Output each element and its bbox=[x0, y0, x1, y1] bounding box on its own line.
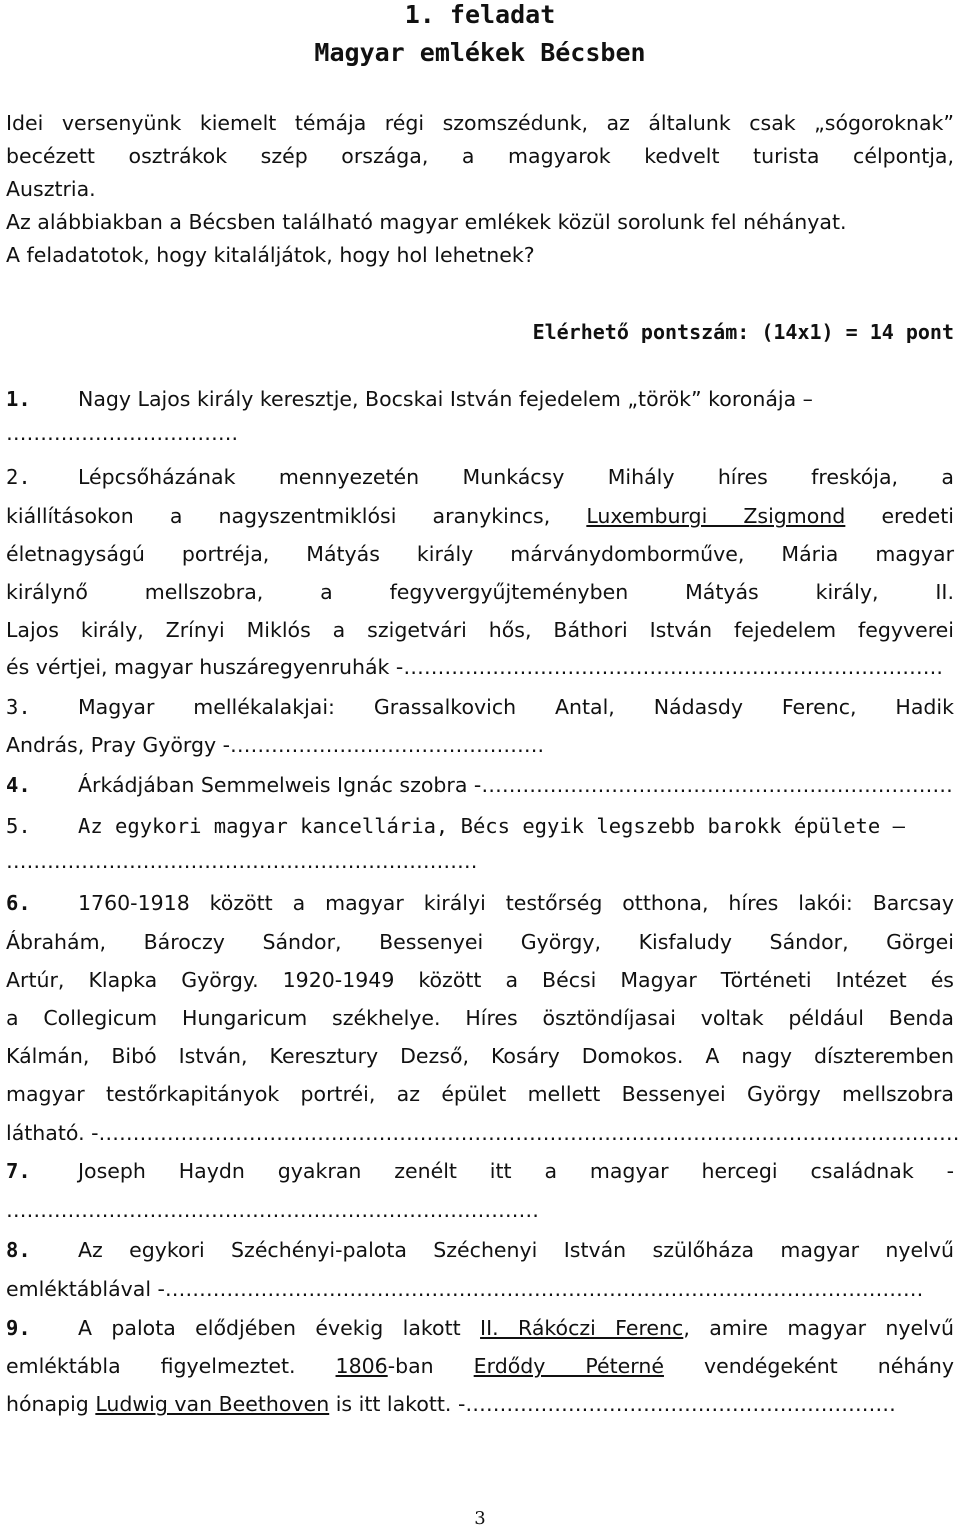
list-item bbox=[6, 813, 954, 839]
underlined-name: Ludwig van Beethoven bbox=[95, 1392, 330, 1416]
item-text-line: emléktáblával -………………………………………………………………………………………………… bbox=[6, 1277, 924, 1301]
item-number: 5. bbox=[6, 814, 31, 838]
intro-paragraph-line: Ausztria. bbox=[6, 177, 96, 201]
item-text-line: életnagyságú portréja, Mátyás király márványdomborműve, Mária magyar bbox=[6, 542, 954, 566]
item-text-line: Lajos király, Zrínyi Miklós a szigetvári hős, Báthori István fejedelem fegyverei bbox=[6, 618, 954, 642]
item-text-line bbox=[6, 1353, 954, 1379]
list-item bbox=[6, 1158, 954, 1184]
item-text-line: és vértjei, magyar huszáregyenruhák -……………………………………………………………………. bbox=[6, 655, 943, 679]
item-text: Lépcsőházának mennyezetén Munkácsy Mihály híres freskója, a bbox=[78, 465, 954, 489]
item-number: 4. bbox=[6, 773, 31, 797]
list-item bbox=[6, 464, 954, 490]
underlined-name: Erdődy Péterné bbox=[473, 1354, 664, 1378]
item-text: -ban bbox=[387, 1354, 434, 1378]
answer-blank: …………………………………………………………………… bbox=[6, 1198, 539, 1222]
item-number: 6. bbox=[6, 891, 31, 915]
item-text: 1760-1918 között a magyar királyi testőrség otthona, híres lakói: Barcsay bbox=[78, 891, 954, 915]
available-points: Elérhető pontszám: (14x1) = 14 pont bbox=[532, 320, 954, 344]
item-text-line: magyar testőrkapitányok portréi, az épület mellett Bessenyei György mellszobra bbox=[6, 1082, 954, 1106]
item-text: is itt lakott. -……………………………………………………… bbox=[335, 1392, 896, 1416]
item-text-line bbox=[6, 1391, 954, 1417]
intro-paragraph-line: A feladatotok, hogy kitaláljátok, hogy hol lehetnek? bbox=[6, 243, 535, 267]
item-text-line bbox=[6, 503, 954, 529]
item-text: Árkádjában Semmelweis Ignác szobra -…………………………………………………………… bbox=[78, 773, 953, 797]
item-number: 7. bbox=[6, 1159, 31, 1183]
underlined-name: II. Rákóczi Ferenc bbox=[480, 1316, 684, 1340]
item-text: emléktábla figyelmeztet. bbox=[6, 1354, 296, 1378]
item-text: eredeti bbox=[881, 504, 954, 528]
intro-paragraph-line: Az alábbiakban a Bécsben található magyar emlékek közül sorolunk fel néhányat. bbox=[6, 210, 847, 234]
item-number: 1. bbox=[6, 387, 31, 411]
intro-paragraph-line: Idei versenyünk kiemelt témája régi szomszédunk, az általunk csak „sógoroknak” bbox=[6, 111, 954, 135]
item-text-line: Artúr, Klapka György. 1920-1949 között a Bécsi Magyar Történeti Intézet és bbox=[6, 968, 954, 992]
item-number: 9. bbox=[6, 1316, 31, 1340]
item-text: kiállításokon a nagyszentmiklósi aranykincs, bbox=[6, 504, 551, 528]
item-text: Az egykori magyar kancellária, Bécs egyik legszebb barokk épülete – bbox=[78, 814, 905, 838]
task-number-heading: 1. feladat bbox=[404, 0, 556, 29]
item-text-line: Kálmán, Bibó István, Keresztury Dezső, Kosáry Domokos. A nagy díszteremben bbox=[6, 1044, 954, 1068]
list-item bbox=[6, 772, 954, 798]
item-text: Magyar mellékalakjai: Grassalkovich Antal, Nádasdy Ferenc, Hadik bbox=[78, 695, 954, 719]
item-number: 3. bbox=[6, 695, 31, 719]
list-item bbox=[6, 386, 954, 412]
underlined-year: 1806 bbox=[335, 1354, 388, 1378]
item-text: vendégeként néhány bbox=[703, 1354, 954, 1378]
list-item bbox=[6, 1237, 954, 1263]
item-text-line: a Collegicum Hungaricum székhelye. Híres ösztöndíjasai voltak például Benda bbox=[6, 1006, 954, 1030]
page-title: Magyar emlékek Bécsben bbox=[314, 38, 646, 67]
list-item bbox=[6, 694, 954, 720]
item-text: Nagy Lajos király keresztje, Bocskai István fejedelem „török” koronája – bbox=[78, 387, 813, 411]
list-item bbox=[6, 890, 954, 916]
intro-paragraph-line: becézett osztrákok szép országa, a magyarok kedvelt turista célpontja, bbox=[6, 144, 954, 168]
underlined-name: Luxemburgi Zsigmond bbox=[586, 504, 846, 528]
item-text: , amire magyar nyelvű bbox=[683, 1316, 954, 1340]
answer-blank: ……………………………. bbox=[6, 421, 239, 445]
item-text: A palota elődjében évekig lakott bbox=[78, 1316, 461, 1340]
item-text-line: látható. -……………………………………………………………………………………………………………… bbox=[6, 1121, 960, 1145]
item-number: 2. bbox=[6, 465, 31, 489]
page-number: 3 bbox=[474, 1508, 486, 1529]
item-text: hónapig bbox=[6, 1392, 89, 1416]
item-text-line: királynő mellszobra, a fegyvergyűjteményben Mátyás király, II. bbox=[6, 580, 954, 604]
item-text: Az egykori Széchényi-palota Széchenyi István szülőháza magyar nyelvű bbox=[78, 1238, 954, 1262]
item-number: 8. bbox=[6, 1238, 31, 1262]
item-text-line: Ábrahám, Bároczy Sándor, Bessenyei György, Kisfaludy Sándor, Görgei bbox=[6, 930, 954, 954]
item-text-line: András, Pray György -………………………………………. bbox=[6, 733, 545, 757]
answer-blank: …………………………………………………………… bbox=[6, 849, 478, 873]
list-item bbox=[6, 1315, 954, 1341]
item-text: Joseph Haydn gyakran zenélt itt a magyar hercegi családnak - bbox=[78, 1159, 954, 1183]
